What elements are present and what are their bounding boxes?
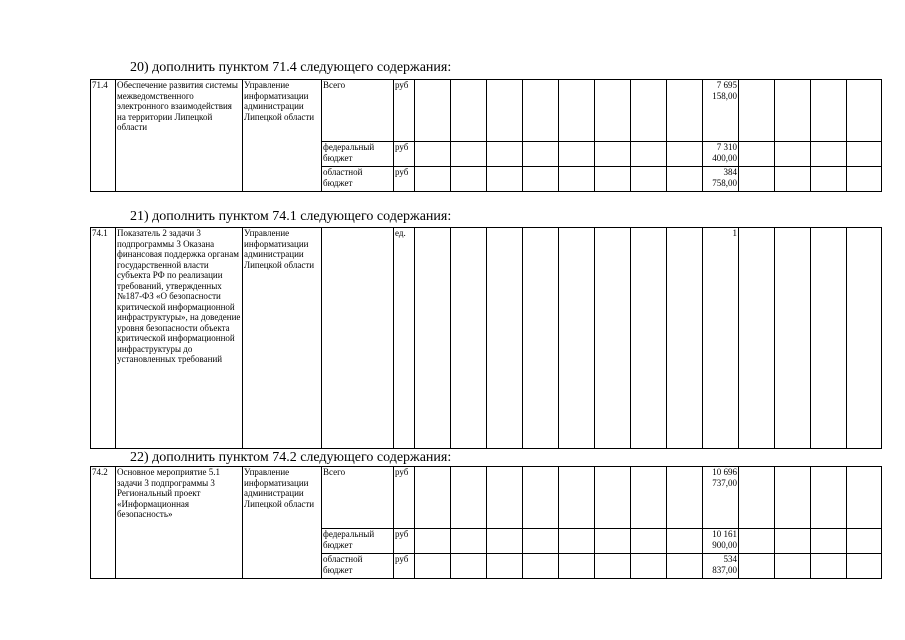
item-name: Основное мероприятие 5.1 задачи 3 подпрограммы 3 Региональный проект «Информационная безопасность» [116, 467, 243, 579]
table-row [91, 467, 882, 529]
table-row [91, 80, 882, 142]
funding-source: областной бюджет [322, 167, 394, 192]
table-item-74-2 [90, 466, 882, 579]
unit: руб [394, 554, 415, 579]
item-executor: Управление информатизации администрации Липецкой области [243, 228, 322, 449]
unit: ед. [394, 228, 415, 449]
item-name: Показатель 2 задачи 3 подпрограммы 3 Оказана финансовая поддержка органам государственной власти субъекта РФ по реализации требований, утвержденных №187-ФЗ «О безопасности критической информационной инфраструктуры», на доведение уровня безопасности объекта критической информационной инфраструктуры до установленных требований [116, 228, 243, 449]
funding-source: федеральный бюджет [322, 142, 394, 167]
unit: руб [394, 167, 415, 192]
funding-source: Всего [322, 467, 394, 529]
table-row [91, 228, 882, 449]
item-name: Обеспечение развития системы межведомственного электронного взаимодействия на территории Липецкой области [116, 80, 243, 192]
table-item-74-1 [90, 227, 882, 449]
amount: 534 837,00 [703, 554, 739, 579]
amount: 7 310 400,00 [703, 142, 739, 167]
item-code: 71.4 [91, 80, 116, 192]
funding-source: федеральный бюджет [322, 529, 394, 554]
item-executor: Управление информатизации администрации Липецкой области [243, 80, 322, 192]
unit: руб [394, 529, 415, 554]
unit: руб [394, 467, 415, 529]
amount: 10 696 737,00 [703, 467, 739, 529]
item-executor: Управление информатизации администрации Липецкой области [243, 467, 322, 579]
amendment-heading-22: 22) дополнить пунктом 74.2 следующего содержания: [130, 450, 452, 465]
unit: руб [394, 80, 415, 142]
amount: 7 695 158,00 [703, 80, 739, 142]
indicator-value: 1 [703, 228, 739, 449]
amount: 384 758,00 [703, 167, 739, 192]
funding-source [322, 228, 394, 449]
amendment-heading-21: 21) дополнить пунктом 74.1 следующего содержания: [130, 209, 452, 224]
table-item-71-4 [90, 79, 882, 192]
unit: руб [394, 142, 415, 167]
item-code: 74.1 [91, 228, 116, 449]
item-code: 74.2 [91, 467, 116, 579]
amendment-heading-20: 20) дополнить пунктом 71.4 следующего содержания: [130, 60, 452, 75]
amount: 10 161 900,00 [703, 529, 739, 554]
funding-source: Всего [322, 80, 394, 142]
funding-source: областной бюджет [322, 554, 394, 579]
